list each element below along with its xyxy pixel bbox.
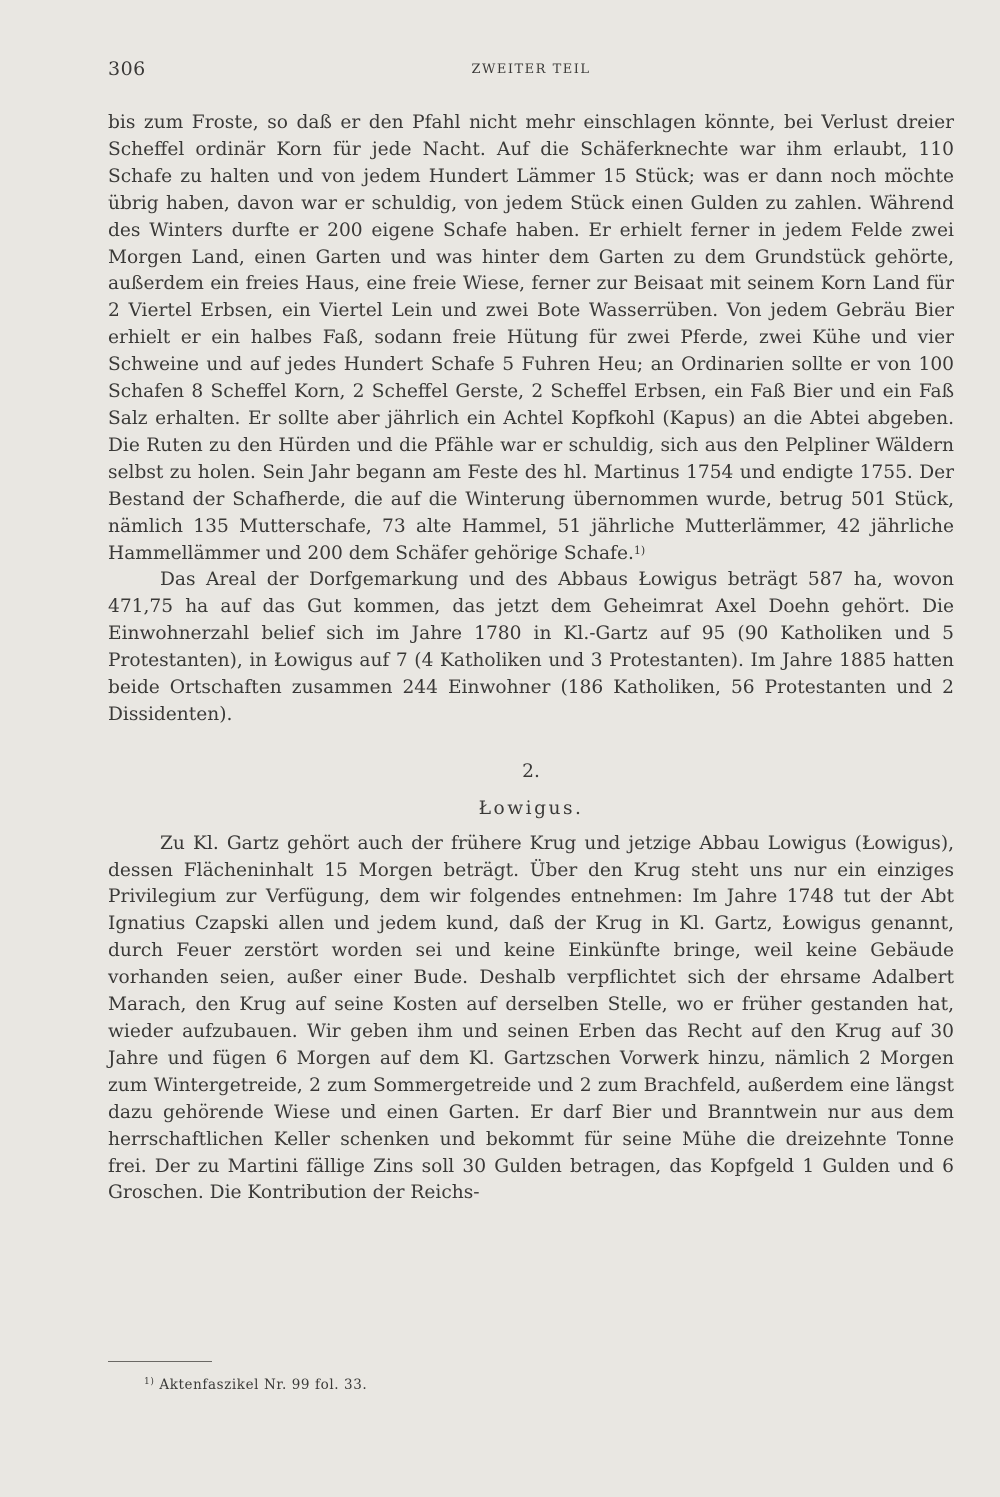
footnote-text: Aktenfaszikel Nr. 99 fol. 33. [159, 1377, 368, 1393]
main-text [108, 110, 954, 1207]
footnote [144, 1377, 367, 1393]
paragraph-1-text: bis zum Froste, so daß er den Pfahl nicht mehr einschlagen könnte, bei Verlust dreier Scheffel ordinär Korn für jede Nacht. Auf die Schäferknechte war ihm erlaubt, 110 Schafe zu halten und von jedem Hundert Lämmer 15 Stück; was er dann noch möchte übrig haben, davon war er schuldig, von jedem Stück einen Gulden zu zahlen. Während des Winters durfte er 200 eigene Schafe haben. Er erhielt ferner in jedem Felde zwei Morgen Land, einen Garten und was hinter dem Garten zu dem Grundstück gehörte, außerdem ein freies Haus, eine freie Wiese, ferner zur Beisaat mit seinem Korn Land für 2 Viertel Erbsen, ein Viertel Lein und zwei Bote Wasserrüben. Von jedem Gebräu Bier erhielt er ein halbes Faß, sodann freie Hütung für zwei Pferde, zwei Kühe und vier Schweine und auf jedes Hundert Schafe 5 Fuhren Heu; an Ordinarien sollte er von 100 Schafen 8 Scheffel Korn, 2 Scheffel Gerste, 2 Scheffel Erbsen, ein Faß Bier und ein Faß Salz erhalten. Er sollte aber jährlich ein Achtel Kopfkohl (Kapus) an die Abtei abgeben. Die Ruten zu den Hürden und die Pfähle war er schuldig, sich aus den Pelpliner Wäldern selbst zu holen. Sein Jahr begann am Feste des hl. Martinus 1754 und endigte 1755. Der Bestand der Schafherde, die auf die Winterung übernommen wurde, betrug 501 Stück, nämlich 135 Mutterschafe, 73 alte Hammel, 51 jährliche Mutterlämmer, 42 jährliche Hammellämmer und 200 dem Schäfer gehörige Schafe. [108, 112, 954, 564]
footnote-divider [108, 1361, 212, 1362]
paragraph-2: Das Areal der Dorfgemarkung und des Abbaus Łowigus beträgt 587 ha, wovon 471,75 ha auf das Gut kommen, das jetzt dem Geheimrat Axel Doehn gehört. Die Einwohnerzahl belief sich im Jahre 1780 in Kl.-Gartz auf 95 (90 Katholiken und 5 Protestanten), in Łowigus auf 7 (4 Katholiken und 3 Protestanten). Im Jahre 1885 hatten beide Ortschaften zusammen 244 Einwohner (186 Katholiken, 56 Protestanten und 2 Dissidenten). [108, 569, 954, 725]
page-header [108, 58, 954, 84]
section-title: Łowigus. [478, 797, 584, 819]
running-title: ZWEITER TEIL [471, 62, 591, 77]
paragraph-3: Zu Kl. Gartz gehört auch der frühere Krug und jetzige Abbau Lowigus (Łowigus), dessen Flächeninhalt 15 Morgen beträgt. Über den Krug steht uns nur ein einziges Privilegium zur Verfügung, dem wir folgendes entnehmen: Im Jahre 1748 tut der Abt Ignatius Czapski allen und jedem kund, daß der Krug in Kl. Gartz, Łowigus genannt, durch Feuer zerstört worden sei und keine Einkünfte bringe, weil keine Gebäude vorhanden seien, außer einer Bude. Deshalb verpflichtet sich der ehrsame Adalbert Marach, den Krug auf seine Kosten auf derselben Stelle, wo er früher gestanden hat, wieder aufzubauen. Wir geben ihm und seinen Erben das Recht auf den Krug auf 30 Jahre und fügen 6 Morgen auf dem Kl. Gartzschen Vorwerk hinzu, nämlich 2 Morgen zum Wintergetreide, 2 zum Sommergetreide und 2 zum Brachfeld, außerdem eine längst dazu gehörende Wiese und einen Garten. Er darf Bier und Branntwein nur aus dem herrschaftlichen Keller schenken und bekommt für seine Mühe die dreizehnte Tonne frei. Der zu Martini fällige Zins soll 30 Gulden betragen, das Kopfgeld 1 Gulden und 6 Groschen. Die Kontribution der Reichs- [108, 832, 954, 1204]
footnote-marker: 1) [144, 1377, 155, 1387]
page-number: 306 [108, 58, 146, 80]
section-number: 2. [522, 760, 540, 782]
footnote-reference: 1) [633, 543, 646, 557]
paragraph-1 [108, 110, 954, 567]
